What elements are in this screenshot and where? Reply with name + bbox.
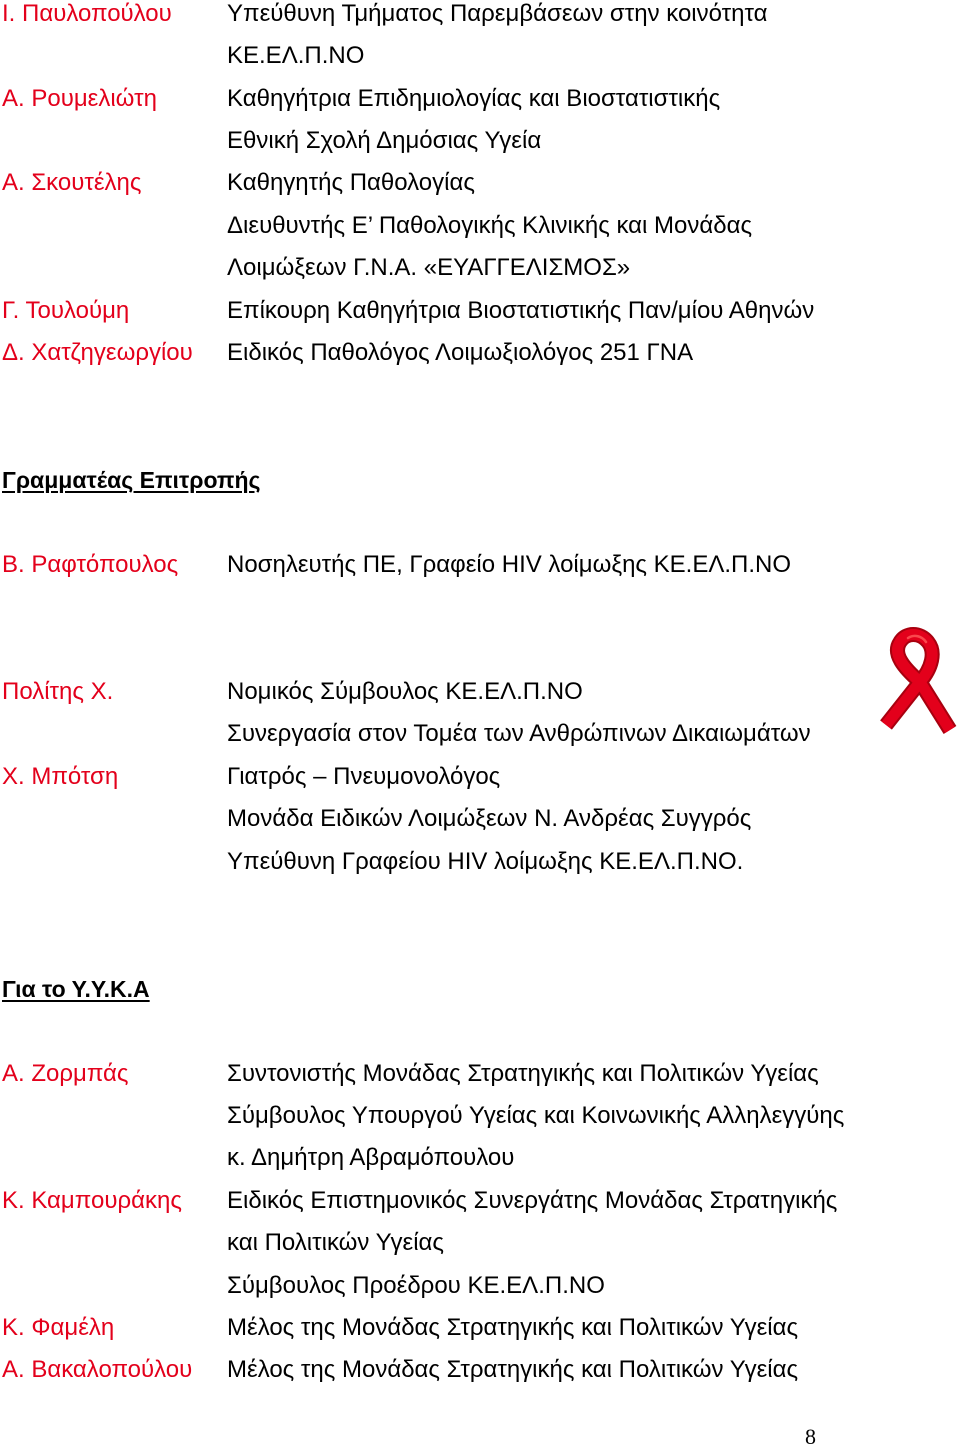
member-role-line: ΚΕ.ΕΛ.Π.ΝΟ <box>227 42 365 70</box>
member-role-line: Γιατρός – Πνευμονολόγος <box>227 762 501 790</box>
member-entry <box>2 1053 952 1180</box>
member-entry <box>2 1307 952 1349</box>
member-name: Ι. Παυλοπούλου <box>2 0 172 27</box>
collaborators-section <box>2 671 952 883</box>
member-name: Κ. Φαμέλη <box>2 1313 115 1341</box>
spacer <box>2 374 952 459</box>
member-description <box>227 78 952 163</box>
member-role-line: Επίκουρη Καθηγήτρια Βιοστατιστικής Παν/μίου Αθηνών <box>227 296 815 324</box>
member-name: Κ. Καμπουράκης <box>2 1186 182 1214</box>
member-entry <box>2 0 952 78</box>
member-role-line: Σύμβουλος Προέδρου ΚΕ.ΕΛ.Π.ΝΟ <box>227 1271 605 1299</box>
member-role-line: Διευθυντής Ε’ Παθολογικής Κλινικής και Μονάδας <box>227 211 753 239</box>
member-description <box>227 1180 952 1307</box>
secretariat-section <box>2 459 952 586</box>
member-role-line: Καθηγήτρια Επιδημιολογίας και Βιοστατιστικής <box>227 84 721 112</box>
member-description <box>227 1349 952 1391</box>
member-entry <box>2 1180 952 1307</box>
member-name: Α. Ζορμπάς <box>2 1059 129 1087</box>
member-entry <box>2 544 952 586</box>
member-name: Α. Ρουμελιώτη <box>2 84 157 112</box>
member-role-line: Μέλος της Μονάδας Στρατηγικής και Πολιτικών Υγείας <box>227 1313 799 1341</box>
member-name: Πολίτης Χ. <box>2 678 114 706</box>
spacer <box>2 502 952 544</box>
member-entry <box>2 162 952 289</box>
member-role-line: κ. Δημήτρη Αβραμόπουλου <box>227 1144 515 1172</box>
member-entry <box>2 78 952 163</box>
member-name: Α. Σκουτέλης <box>2 169 142 197</box>
member-role-line: Σύμβουλος Υπουργού Υγείας και Κοινωνικής Αλληλεγγύης <box>227 1102 845 1130</box>
member-description <box>227 332 952 374</box>
spacer <box>2 586 952 671</box>
member-name: Δ. Χατζηγεωργίου <box>2 338 193 366</box>
member-role-line: Υπεύθυνη Γραφείου HIV λοίμωξης ΚΕ.ΕΛ.Π.ΝΟ. <box>227 847 744 875</box>
member-name: Γ. Τουλούμη <box>2 296 130 324</box>
member-role-line: Ειδικός Επιστημονικός Συνεργάτης Μονάδας Στρατηγικής <box>227 1186 838 1214</box>
document-page <box>2 0 952 1392</box>
ministry-section <box>2 968 952 1392</box>
member-description <box>227 756 952 883</box>
member-entry <box>2 290 952 332</box>
spacer <box>2 1010 952 1052</box>
member-entry <box>2 332 952 374</box>
member-role-line: Συντονιστής Μονάδας Στρατηγικής και Πολιτικών Υγείας <box>227 1059 819 1087</box>
member-role-line: Νοσηλευτής ΠΕ, Γραφείο HIV λοίμωξης ΚΕ.ΕΛ.Π.ΝΟ <box>227 550 792 578</box>
member-role-line: Συνεργασία στον Τομέα των Ανθρώπινων Δικαιωμάτων <box>227 720 811 748</box>
member-description <box>227 671 952 756</box>
member-role-line: Υπεύθυνη Τμήματος Παρεμβάσεων στην κοινότητα <box>227 0 768 27</box>
member-description <box>227 290 952 332</box>
red-ribbon-icon <box>878 628 958 736</box>
member-role-line: και Πολιτικών Υγείας <box>227 1229 444 1257</box>
committee-section <box>2 0 952 374</box>
section-heading: Για το Υ.Υ.Κ.Α <box>2 975 150 1002</box>
page-number: 8 <box>805 1424 816 1449</box>
member-entry <box>2 1349 952 1391</box>
member-role-line: Εθνική Σχολή Δημόσιας Υγεία <box>227 126 542 154</box>
member-role-line: Μέλος της Μονάδας Στρατηγικής και Πολιτικών Υγείας <box>227 1356 799 1384</box>
member-name: Β. Ραφτόπουλος <box>2 550 179 578</box>
member-description <box>227 544 952 586</box>
member-entry <box>2 756 952 883</box>
section-heading: Γραμματέας Επιτροπής <box>2 467 261 494</box>
member-role-line: Ειδικός Παθολόγος Λοιμωξιολόγος 251 ΓΝΑ <box>227 338 694 366</box>
member-description <box>227 1307 952 1349</box>
member-role-line: Λοιμώξεων Γ.Ν.Α. «ΕΥΑΓΓΕΛΙΣΜΟΣ» <box>227 254 631 282</box>
spacer <box>2 883 952 968</box>
member-description <box>227 1053 952 1180</box>
member-name: Χ. Μπότση <box>2 762 119 790</box>
member-description <box>227 0 952 78</box>
member-role-line: Νομικός Σύμβουλος ΚΕ.ΕΛ.Π.ΝΟ <box>227 678 583 706</box>
member-entry <box>2 671 952 756</box>
member-role-line: Καθηγητής Παθολογίας <box>227 169 475 197</box>
member-role-line: Μονάδα Ειδικών Λοιμώξεων Ν. Ανδρέας Συγγρός <box>227 805 752 833</box>
member-name: Α. Βακαλοπούλου <box>2 1356 193 1384</box>
member-description <box>227 162 952 289</box>
